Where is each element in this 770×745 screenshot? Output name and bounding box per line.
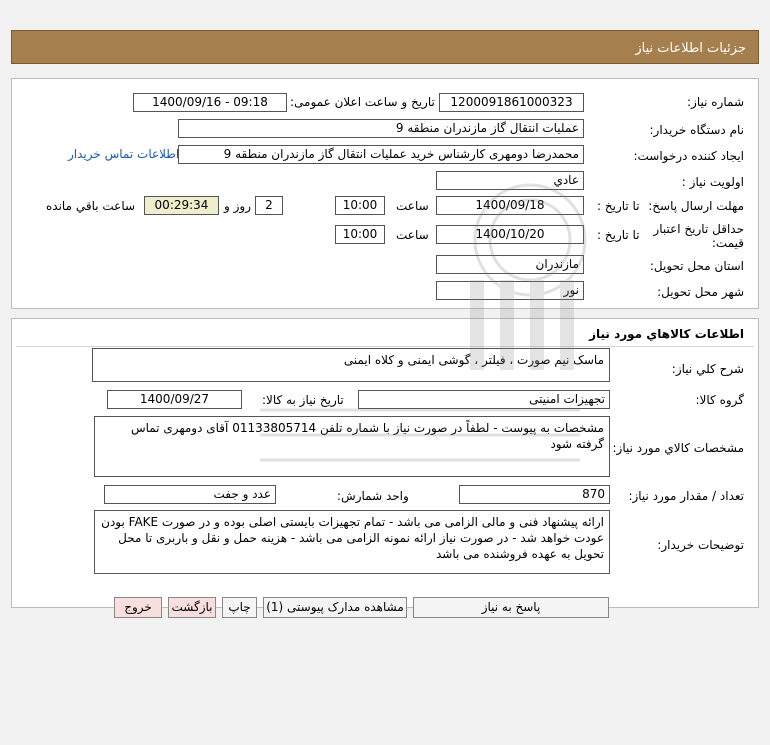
announce-label: تاریخ و ساعت اعلان عمومی: [290, 95, 435, 109]
deadline-date-field: 1400/09/18 [436, 196, 584, 215]
print-button[interactable]: چاپ [222, 597, 257, 618]
need-date-field: 1400/09/27 [107, 390, 242, 409]
buyer-contact-link[interactable]: اطلاعات تماس خریدار [68, 147, 180, 161]
requester-field: محمدرضا دومهری کارشناس خرید عملیات انتقال گاز مازندران منطقه 9 [178, 145, 584, 164]
buyer-field: عملیات انتقال گاز مازندران منطقه 9 [178, 119, 584, 138]
validity-to-date-label: تا تاریخ : [597, 228, 640, 242]
specs-field: مشخصات به پیوست - لطفاً در صورت نیاز با شماره تلفن 01133805714 آقای دومهری تماس گرفته شود [94, 416, 610, 477]
deadline-label: مهلت ارسال پاسخ: [648, 199, 744, 213]
days-label: روز و [224, 199, 251, 213]
priority-label: اولویت نیاز : [681, 175, 744, 189]
buyer-label: نام دستگاه خریدار: [649, 123, 744, 137]
province-field: مازندران [436, 255, 584, 274]
province-label: استان محل تحویل: [649, 259, 744, 273]
announce-field: 1400/09/16 - 09:18 [133, 93, 287, 112]
validity-label: حداقل تاریخ اعتبار قیمت: [653, 222, 744, 250]
goods-info-panel [11, 318, 759, 608]
validity-time-field: 10:00 [335, 225, 385, 244]
deadline-to-date-label: تا تاریخ : [597, 199, 640, 213]
need-number-label: شماره نیاز: [687, 95, 744, 109]
deadline-time-field: 10:00 [335, 196, 385, 215]
group-field: تجهیزات امنیتی [358, 390, 610, 409]
need-info-panel [11, 78, 759, 309]
specs-label: مشخصات کالاي مورد نياز: [612, 441, 744, 455]
qty-field: 870 [459, 485, 610, 504]
qty-label: تعداد / مقدار مورد نیاز: [628, 489, 744, 503]
summary-field: ماسک نیم صورت ، فیلتر ، گوشی ایمنی و کلاه ایمنی [92, 348, 610, 382]
validity-date-field: 1400/10/20 [436, 225, 584, 244]
need-number-field: 1200091861000323 [439, 93, 584, 112]
reply-button[interactable]: پاسخ به نیاز [413, 597, 609, 618]
buyer-notes-field: ارائه پیشنهاد فنی و مالی الزامی می باشد - تمام تجهیزات بایستی اصلی بوده و در صورت FAKE بودن عودت خواهد شد - در صورت نیاز ارائه نمونه الزامی می باشد - هزینه حمل و نقل و باربری تا محل تحویل به عهده فروشنده می باشد [94, 510, 610, 574]
group-label: گروه کالا: [695, 393, 744, 407]
summary-label: شرح کلي نياز: [671, 362, 744, 376]
buyer-notes-label: توضیحات خریدار: [657, 538, 744, 552]
validity-time-label: ساعت [396, 228, 429, 242]
days-field: 2 [255, 196, 283, 215]
back-button[interactable]: بازگشت [168, 597, 216, 618]
view-attachments-button[interactable]: مشاهده مدارک پیوستی (1) [263, 597, 407, 618]
requester-label: ایجاد کننده درخواست: [633, 149, 744, 163]
remaining-label: ساعت باقي مانده [46, 199, 136, 213]
deadline-time-label: ساعت [396, 199, 429, 213]
section-divider [16, 346, 754, 347]
city-field: نور [436, 281, 584, 300]
unit-field: عدد و جفت [104, 485, 276, 504]
unit-label: واحد شمارش: [337, 489, 409, 503]
page-header [11, 30, 759, 64]
exit-button[interactable]: خروج [114, 597, 162, 618]
city-label: شهر محل تحویل: [657, 285, 744, 299]
remaining-time-field: 00:29:34 [144, 196, 219, 215]
page-title: جزئیات اطلاعات نیاز [635, 41, 746, 56]
goods-section-title: اطلاعات کالاهاي مورد نياز [589, 327, 744, 341]
priority-field: عادي [436, 171, 584, 190]
need-date-label: تاریخ نیاز به کالا: [262, 393, 344, 407]
